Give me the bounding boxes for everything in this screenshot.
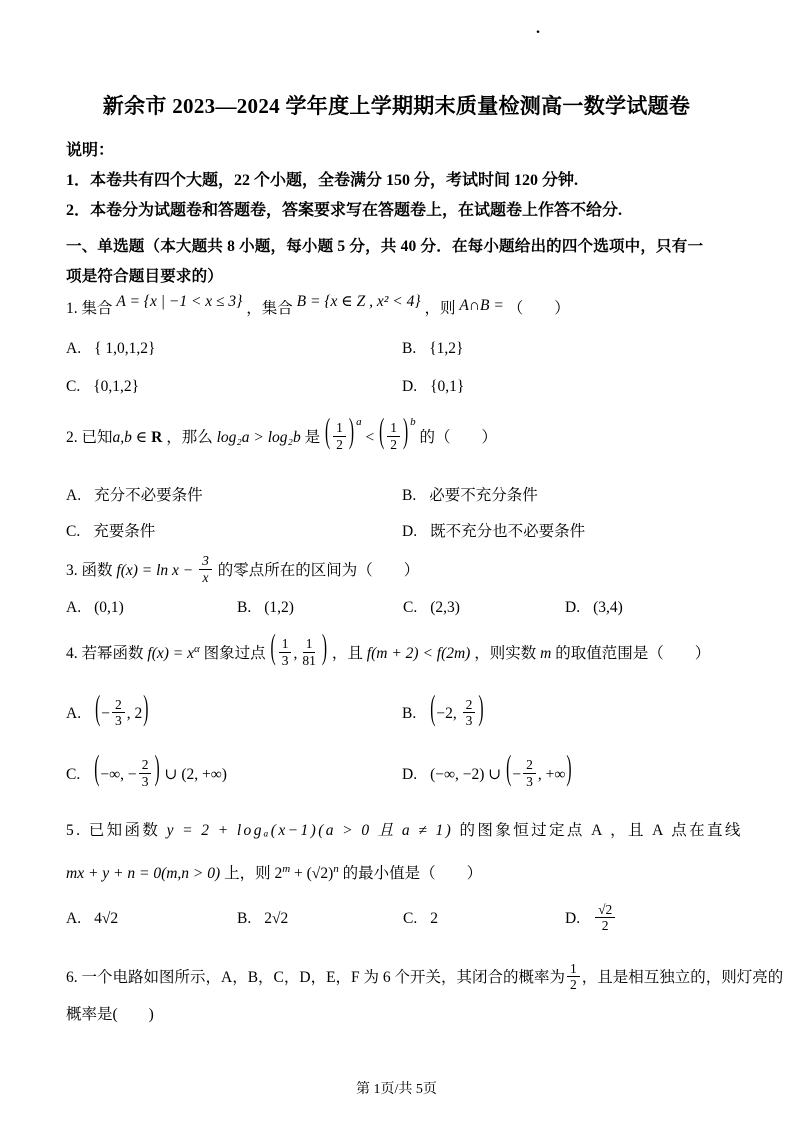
- option-value: {1,2}: [429, 340, 464, 357]
- fraction: [387, 420, 400, 452]
- right-paren: ): [321, 629, 328, 668]
- option-4c: [66, 750, 402, 800]
- question-3-options: [66, 593, 727, 623]
- question-6-line-2: 概率是( ): [66, 1006, 154, 1024]
- option-value: 既不充分也不必要条件: [430, 523, 586, 540]
- note-line-2: 2．本卷分为试题卷和答题卷，答案要求写在答题卷上，在试题卷上作答不给分.: [66, 202, 623, 219]
- fraction: [279, 636, 292, 668]
- formula-line: mx + y + n = 0(m,n > 0): [66, 865, 221, 883]
- fraction-numerator: 2: [139, 757, 152, 774]
- option-label: C.: [403, 599, 418, 616]
- option-label: B.: [402, 705, 417, 723]
- fraction-numerator: 1: [387, 420, 400, 437]
- formula-point: [270, 629, 328, 668]
- option-value: 4√2: [94, 910, 119, 928]
- question-2-options-row-1: [66, 481, 727, 511]
- page-title: 新余市 2023—2024 学年度上学期期末质量检测高一数学试题卷: [102, 94, 691, 118]
- question-5-line-2: [66, 854, 727, 894]
- question-2-lead: 2. 已知: [66, 429, 113, 446]
- option-4b: [402, 689, 727, 739]
- option-5c: [403, 894, 565, 944]
- fraction: [299, 636, 319, 668]
- plus-sqrt-two: + (√2): [290, 865, 334, 883]
- fraction-denominator: 3: [465, 713, 473, 729]
- option-pre: (−∞, −2) ∪: [430, 765, 506, 783]
- option-value: 必要不充分条件: [429, 487, 538, 504]
- option-label: D.: [565, 910, 581, 928]
- notes-label: 说明：: [66, 142, 115, 159]
- less-than-symbol: <: [365, 429, 375, 446]
- exponent-m: m: [282, 863, 291, 876]
- question-4-mid2: ，且: [331, 645, 363, 662]
- section-header-line-2: 项是符合题目要求的）: [66, 268, 224, 285]
- variable-m: m: [540, 645, 552, 662]
- fraction-numerator: 1: [567, 961, 580, 978]
- option-5a: [66, 894, 237, 944]
- question-5-tail1: 的图象恒过定点 A ，且 A 点在直线: [459, 822, 743, 840]
- option-inner: −: [512, 765, 522, 783]
- option-value: 充要条件: [93, 523, 156, 540]
- formula-set-a: A = {x | −1 < x ≤ 3}: [116, 293, 243, 310]
- fraction-denominator: 2: [570, 977, 577, 993]
- option-label: C.: [66, 765, 81, 783]
- option-label: C.: [66, 523, 81, 540]
- right-paren: ): [402, 413, 409, 452]
- element-of-symbol: ∈: [131, 429, 152, 446]
- fraction-numerator: √2: [595, 902, 615, 919]
- fraction-numerator: 1: [303, 636, 316, 653]
- fraction-denominator: 3: [526, 773, 533, 789]
- option-value: { 1,0,1,2}: [94, 340, 156, 357]
- option-value: (3,4): [593, 599, 623, 616]
- page-footer: 第 1页/共 5页: [356, 1082, 437, 1097]
- fraction-numerator: 2: [463, 697, 476, 714]
- formula-set-b: B = {x ∈ Z , x² < 4}: [296, 293, 421, 310]
- fraction: [567, 961, 580, 993]
- right-paren: ): [478, 689, 484, 728]
- option-1b: [402, 334, 727, 364]
- exponent: b: [410, 416, 416, 428]
- exponent-n: n: [333, 863, 339, 876]
- left-paren: (: [506, 750, 512, 789]
- option-inner: −2,: [436, 705, 461, 723]
- question-3-lead: 3. 函数: [66, 562, 113, 579]
- option-label: D.: [402, 523, 418, 540]
- option-label: C.: [66, 378, 81, 395]
- option-2c: [66, 517, 402, 547]
- formula-inequality: f(m + 2) < f(2m): [366, 645, 471, 662]
- question-4-options-row-1: [66, 689, 727, 739]
- fraction: [139, 757, 152, 789]
- fraction-numerator: 2: [112, 697, 125, 714]
- fraction-denominator: 2: [336, 436, 343, 452]
- question-6-line-1: [66, 956, 784, 1000]
- fraction: [595, 902, 615, 934]
- fraction: [199, 553, 212, 585]
- formula-logs: log₂a > log₂b: [216, 429, 301, 446]
- question-1-options-row-2: [66, 372, 727, 402]
- formula-min-expression: [274, 865, 338, 882]
- section-header-line-1: 一、单选题（本大题共 8 小题，每小题 5 分，共 40 分．在每小题给出的四个选项中，只有一: [66, 238, 704, 255]
- question-2-mid1: ，那么: [166, 429, 213, 446]
- question-4-options-row-2: [66, 750, 727, 800]
- question-2: [66, 414, 727, 463]
- option-label: D.: [402, 378, 418, 395]
- option-inner: −: [101, 705, 110, 723]
- option-value: (0,1): [94, 599, 124, 616]
- option-value: 2√2: [264, 910, 289, 928]
- left-paren: (: [379, 413, 385, 452]
- fraction: [112, 697, 125, 729]
- question-3-tail: 的零点所在的区间为（ ）: [217, 562, 420, 579]
- option-3a: [66, 593, 237, 623]
- option-inner: , +∞: [537, 765, 566, 783]
- option-label: A.: [66, 599, 82, 616]
- question-6-text-a: 6. 一个电路如图所示，A，B，C，D，E，F 为 6 个开关，其闭合的概率为: [66, 969, 566, 987]
- option-1d: [402, 372, 727, 402]
- option-label: B.: [237, 910, 252, 928]
- question-1-mid1: ，集合: [246, 300, 293, 317]
- question-5-lead: 5. 已知函数: [66, 822, 161, 840]
- option-2d: [402, 517, 727, 547]
- fraction: [523, 757, 536, 789]
- stray-scan-mark: .: [536, 20, 540, 37]
- option-value: 充分不必要条件: [94, 487, 203, 504]
- formula-vars: a,b: [112, 429, 132, 446]
- option-value: {0,1,2}: [93, 378, 140, 395]
- fraction-numerator: 2: [523, 757, 536, 774]
- question-4-tail: 的取值范围是（ ）: [555, 645, 711, 662]
- option-value: (2,3): [430, 599, 460, 616]
- right-paren: ): [566, 750, 572, 789]
- formula-power-fn: f(x) = x: [147, 645, 194, 662]
- option-value: 2: [430, 910, 438, 928]
- left-paren: (: [270, 629, 276, 668]
- option-label: B.: [402, 340, 417, 357]
- option-label: A.: [66, 910, 82, 928]
- fraction-numerator: 1: [333, 420, 346, 437]
- option-label: B.: [237, 599, 252, 616]
- note-line-1: 1．本卷共有四个大题，22 个小题，全卷满分 150 分，考试时间 120 分钟.: [66, 172, 579, 189]
- question-4-mid1: 图象过点: [203, 645, 266, 662]
- comma: ,: [293, 645, 298, 662]
- fraction: [463, 697, 476, 729]
- option-label: A.: [66, 705, 82, 723]
- fraction-denominator: 2: [390, 436, 397, 452]
- left-paren: (: [94, 750, 100, 789]
- option-3b: [237, 593, 403, 623]
- question-5-line-1: [66, 814, 743, 848]
- fraction-denominator: 81: [302, 652, 316, 668]
- option-5b: [237, 894, 403, 944]
- question-2-tail: 的（ ）: [419, 429, 498, 446]
- right-paren: ): [154, 750, 160, 789]
- fraction-denominator: 2: [601, 918, 609, 934]
- question-5-options: [66, 894, 727, 944]
- question-2-mid2: 是: [304, 429, 321, 446]
- fraction-numerator: 1: [279, 636, 292, 653]
- question-6-text-b: ，且是相互独立的，则灯亮的: [581, 969, 784, 987]
- formula-log-function: y = 2 + logₐ(x−1)(a > 0 且 a ≠ 1): [166, 822, 454, 840]
- option-4d: [402, 750, 727, 800]
- fraction-denominator: 3: [141, 773, 149, 789]
- question-1-options-row-1: [66, 334, 727, 364]
- question-4: [66, 629, 727, 679]
- exponent: a: [356, 416, 362, 428]
- question-4-mid3: ，则实数: [474, 645, 537, 662]
- formula-half-power-a: [324, 413, 362, 452]
- question-1: [66, 292, 727, 326]
- option-2b: [402, 481, 727, 511]
- left-paren: (: [430, 689, 436, 728]
- option-label: D.: [565, 599, 581, 616]
- option-label: A.: [66, 487, 82, 504]
- right-paren: ): [143, 689, 149, 728]
- formula-intersection: A∩B =: [459, 297, 504, 314]
- option-1a: [66, 334, 402, 364]
- left-paren: (: [95, 689, 101, 728]
- question-1-lead: 1. 集合: [66, 300, 113, 317]
- option-value: (1,2): [264, 599, 294, 616]
- formula-fx: f(x) = ln x −: [116, 562, 194, 579]
- formula-half-power-b: [378, 413, 416, 452]
- fraction-denominator: x: [202, 569, 209, 585]
- option-label: A.: [66, 340, 82, 357]
- option-4a: [66, 689, 402, 739]
- option-label: D.: [402, 765, 418, 783]
- right-paren: ): [348, 413, 355, 452]
- fraction-denominator: 3: [115, 713, 122, 729]
- option-inner: −∞, −: [100, 765, 137, 783]
- exponent-alpha: α: [194, 642, 200, 655]
- fraction: [333, 420, 346, 452]
- option-value: {0,1}: [430, 378, 465, 395]
- fraction-numerator: 3: [199, 553, 212, 570]
- option-post: ∪ (2, +∞): [160, 765, 227, 783]
- option-inner: , 2: [126, 705, 143, 723]
- question-4-lead: 4. 若幂函数: [66, 645, 144, 662]
- set-r-symbol: R: [151, 429, 163, 446]
- question-2-options-row-2: [66, 517, 727, 547]
- left-paren: (: [324, 413, 331, 452]
- fraction-denominator: 3: [281, 652, 289, 668]
- question-1-mid2: ，则: [424, 300, 456, 317]
- option-label: B.: [402, 487, 417, 504]
- answer-blank: （ ）: [507, 300, 570, 317]
- option-label: C.: [403, 910, 418, 928]
- option-3c: [403, 593, 565, 623]
- question-5-tail2: 的最小值是（ ）: [342, 865, 483, 883]
- question-3: [66, 549, 727, 593]
- option-3d: [565, 593, 727, 623]
- option-5d: [565, 894, 727, 944]
- question-5-mid: 上，则: [224, 865, 271, 883]
- base-two: 2: [274, 865, 283, 883]
